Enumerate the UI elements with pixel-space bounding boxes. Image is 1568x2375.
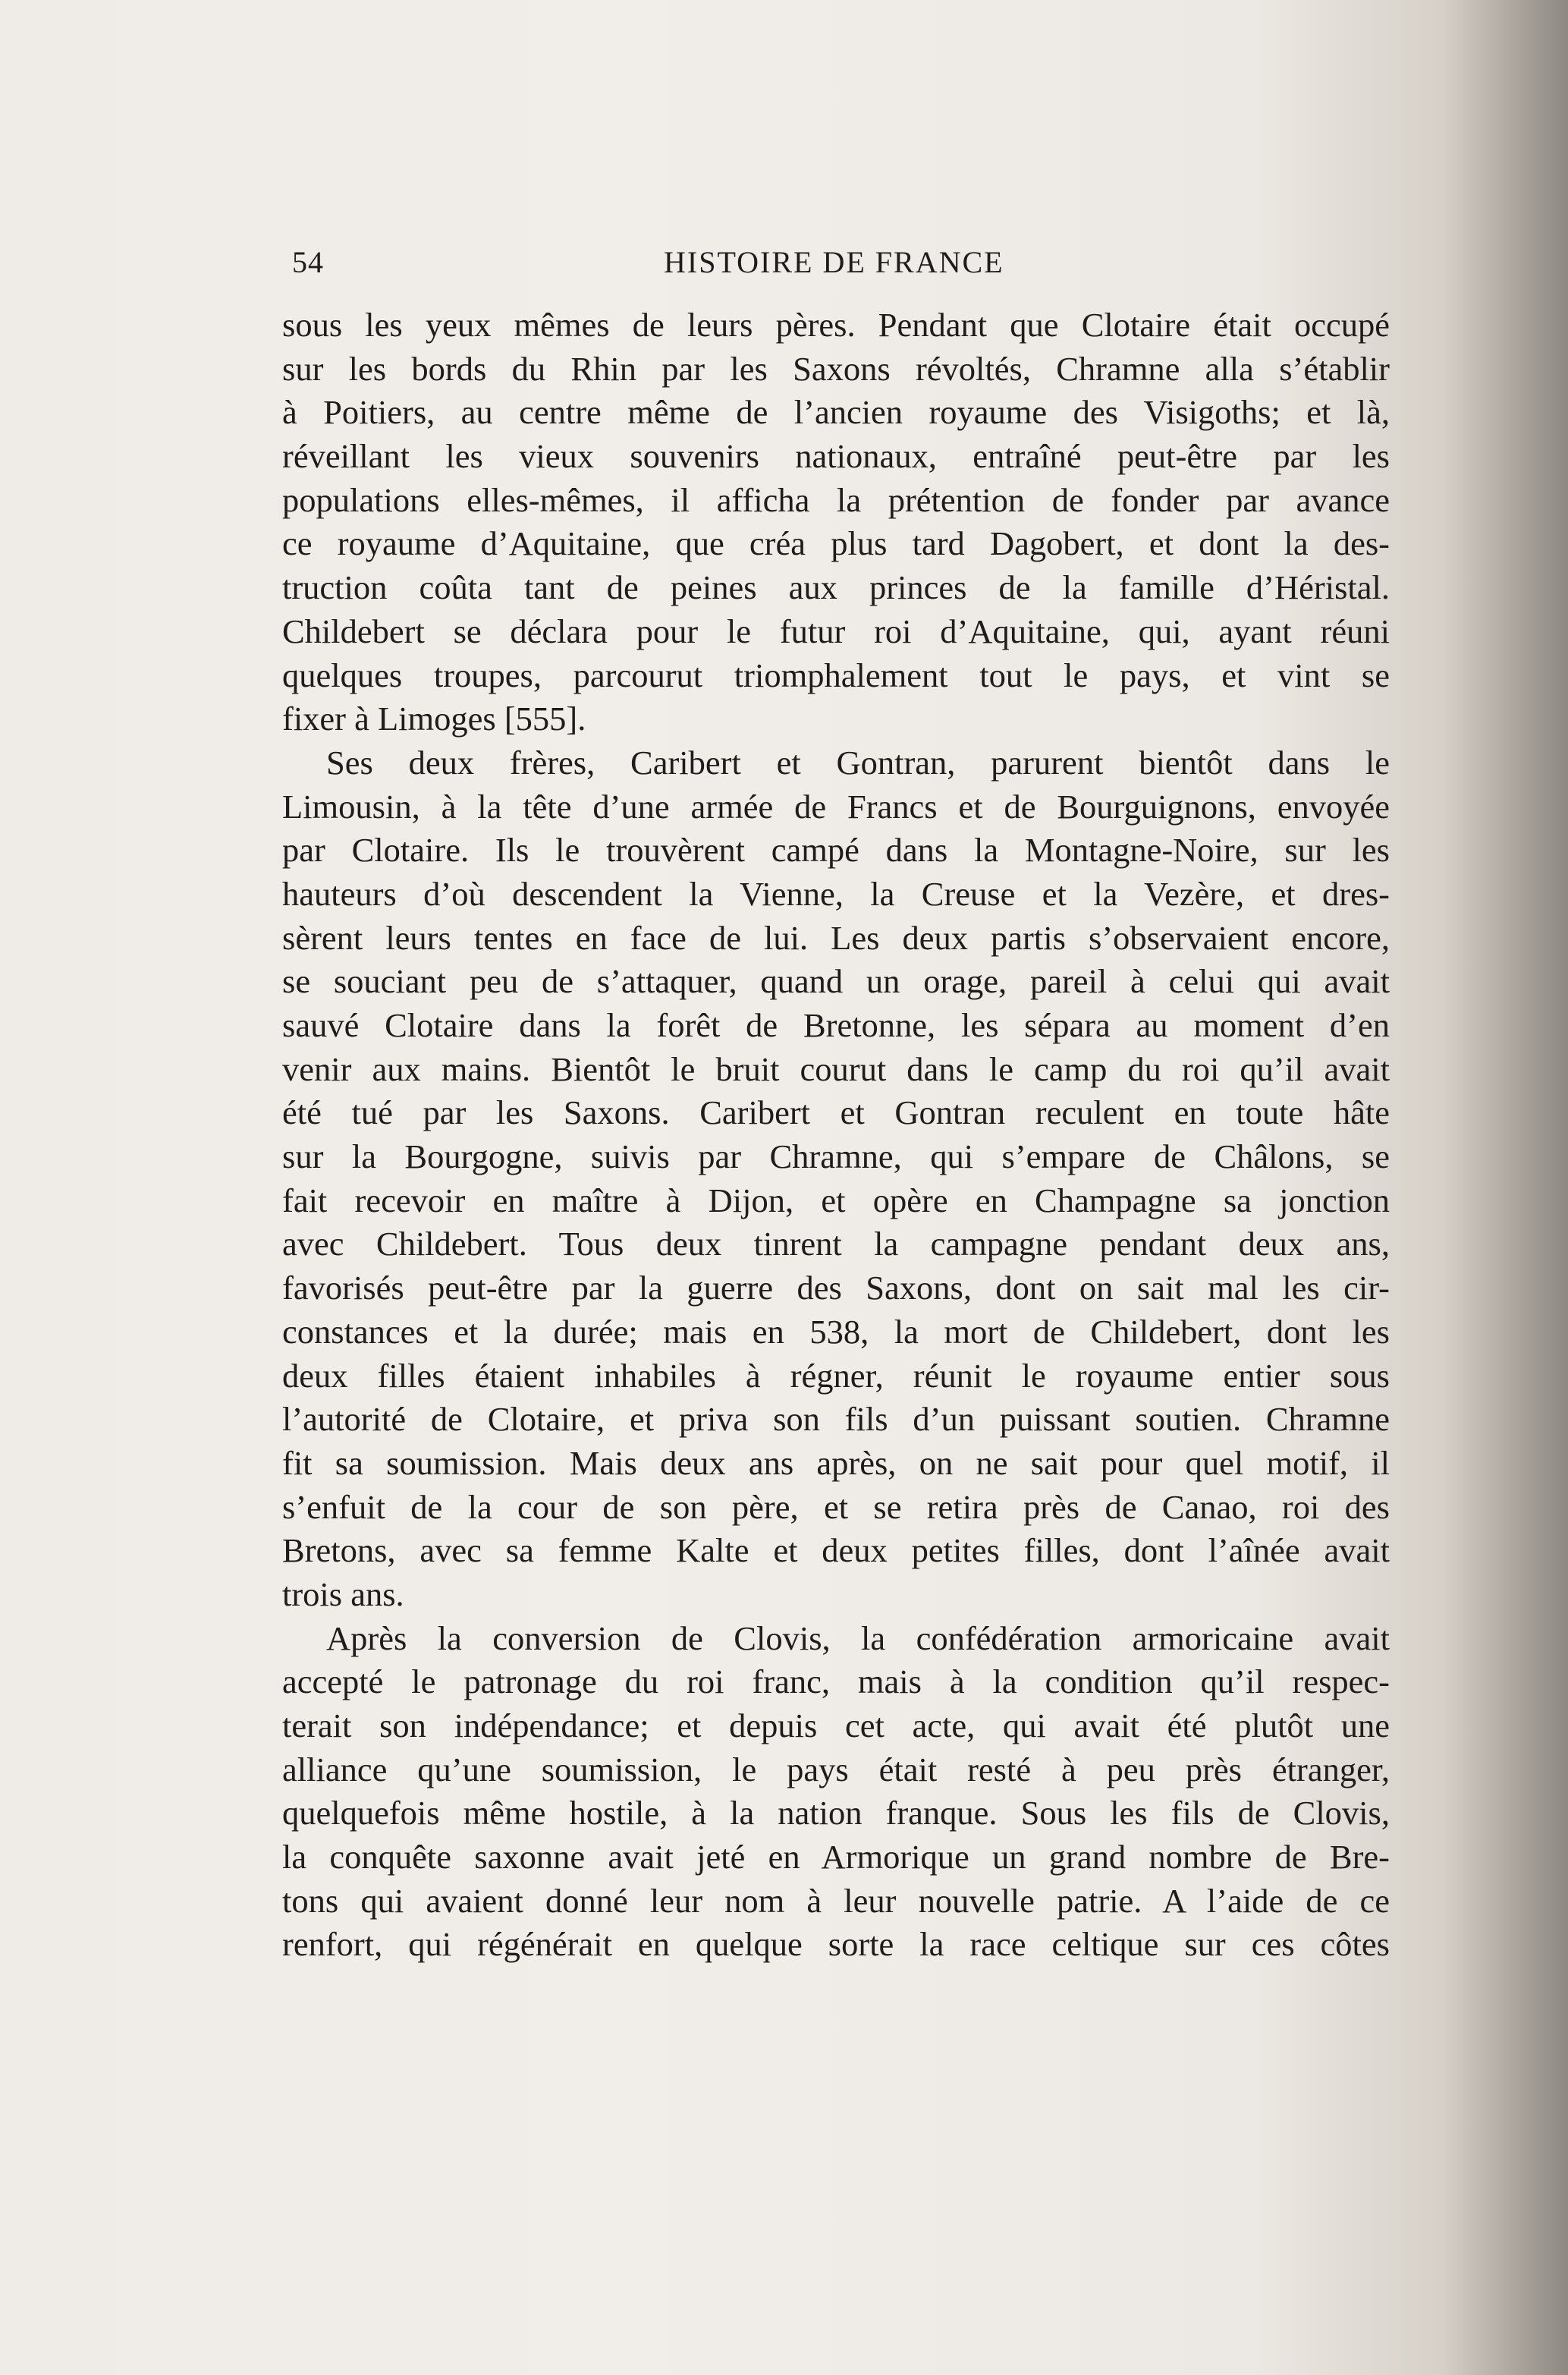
text-line: populations elles-mêmes, il afficha la prétention de fonder par avance (282, 480, 1390, 519)
text-line: l’autorité de Clotaire, et priva son fils d’un puissant soutien. Chramne (282, 1400, 1390, 1439)
text-line: hauteurs d’où descendent la Vienne, la Creuse et la Vezère, et dres- (282, 874, 1390, 913)
text-line: Après la conversion de Clovis, la confédération armoricaine avait (326, 1618, 1390, 1657)
text-line: renfort, qui régénérait en quelque sorte la race celtique sur ces côtes (282, 1925, 1390, 1964)
text-line: sèrent leurs tentes en face de lui. Les deux partis s’observaient encore, (282, 918, 1390, 957)
text-line: tons qui avaient donné leur nom à leur nouvelle patrie. A l’aide de ce (282, 1881, 1390, 1920)
text-line: s’enfuit de la cour de son père, et se retira près de Canao, roi des (282, 1487, 1390, 1526)
page-number: 54 (292, 245, 324, 279)
text-line: venir aux mains. Bientôt le bruit courut dans le camp du roi qu’il avait (282, 1049, 1390, 1088)
text-line: avec Childebert. Tous deux tinrent la campagne pendant deux ans, (282, 1225, 1390, 1263)
text-line: réveillant les vieux souvenirs nationaux, entraîné peut-être par les (282, 437, 1390, 476)
text-line: se souciant peu de s’attaquer, quand un orage, pareil à celui qui avait (282, 962, 1390, 1001)
text-line: sous les yeux mêmes de leurs pères. Pendant que Clotaire était occupé (282, 306, 1390, 344)
text-line: constances et la durée; mais en 538, la mort de Childebert, dont les (282, 1312, 1390, 1351)
text-line: trois ans. (282, 1574, 404, 1613)
running-title: HISTOIRE DE FRANCE (664, 245, 1004, 279)
text-line: truction coûta tant de peines aux princes de la famille d’Héristal. (282, 568, 1390, 607)
text-line: fait recevoir en maître à Dijon, et opère en Champagne sa jonction (282, 1181, 1390, 1219)
text-line: fixer à Limoges [555]. (282, 700, 586, 738)
text-line: Limousin, à la tête d’une armée de Francs et de Bourguignons, envoyée (282, 787, 1390, 826)
text-line: Ses deux frères, Caribert et Gontran, parurent bientôt dans le (326, 743, 1390, 782)
text-line: fit sa soumission. Mais deux ans après, on ne sait pour quel motif, il (282, 1443, 1390, 1482)
text-line: accepté le patronage du roi franc, mais à la condition qu’il respec- (282, 1662, 1390, 1701)
text-line: terait son indépendance; et depuis cet acte, qui avait été plutôt une (282, 1707, 1390, 1744)
text-line: été tué par les Saxons. Caribert et Gontran reculent en toute hâte (282, 1093, 1390, 1132)
text-line: sur les bords du Rhin par les Saxons révoltés, Chramne alla s’établir (282, 349, 1390, 388)
text-line: Bretons, avec sa femme Kalte et deux petites filles, dont l’aînée avait (282, 1531, 1390, 1570)
text-line: par Clotaire. Ils le trouvèrent campé dans la Montagne-Noire, sur les (282, 831, 1390, 870)
text-line: sur la Bourgogne, suivis par Chramne, qui s’empare de Châlons, se (282, 1137, 1390, 1176)
text-line: la conquête saxonne avait jeté en Armorique un grand nombre de Bre- (282, 1838, 1390, 1876)
text-line: à Poitiers, au centre même de l’ancien royaume des Visigoths; et là, (282, 393, 1390, 432)
text-line: deux filles étaient inhabiles à régner, réunit le royaume entier sous (282, 1356, 1390, 1395)
page-header (292, 241, 1396, 284)
text-line: favorisés peut-être par la guerre des Saxons, dont on sait mal les cir- (282, 1269, 1390, 1307)
text-line: quelques troupes, parcourut triomphalement tout le pays, et vint se (282, 656, 1390, 694)
text-line: ce royaume d’Aquitaine, que créa plus tard Dagobert, et dont la des- (282, 524, 1390, 563)
body-text (282, 304, 1390, 1967)
text-line: alliance qu’une soumission, le pays était resté à peu près étranger, (282, 1750, 1390, 1788)
text-line: Childebert se déclara pour le futur roi d’Aquitaine, qui, ayant réuni (282, 612, 1390, 650)
text-line: sauvé Clotaire dans la forêt de Bretonne, les sépara au moment d’en (282, 1006, 1390, 1044)
text-line: quelquefois même hostile, à la nation franque. Sous les fils de Clovis, (282, 1794, 1390, 1832)
